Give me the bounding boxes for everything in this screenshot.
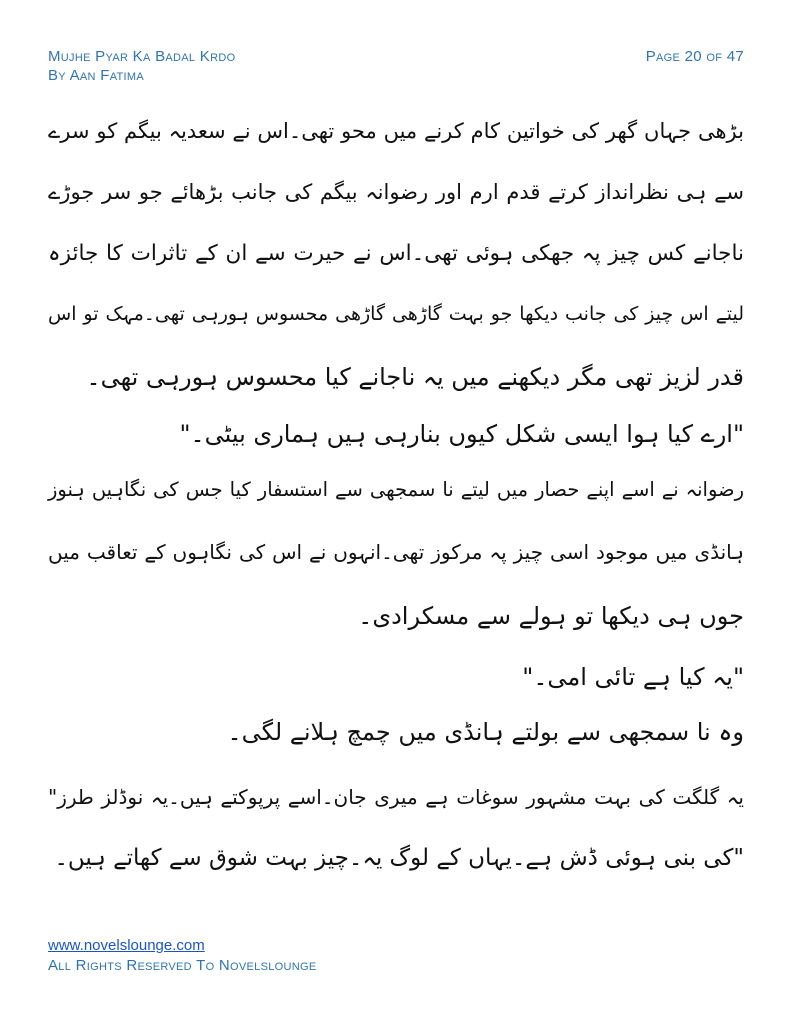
text-line: لیتے اس چیز کی جانب دیکھا جو بہت گاڑھی گاڑھی محسوس ہورہی تھی۔مہک تو اس [48, 303, 744, 325]
text-line: سے ہی نظرانداز کرتے قدم ارم اور رضوانہ بیگم کی جانب بڑھائے جو سر جوڑے [48, 180, 744, 204]
page-number: Page 20 of 47 [645, 48, 744, 65]
text-line: جوں ہی دیکھا تو ہولے سے مسکرادی۔ [358, 602, 744, 630]
novel-text [48, 0, 744, 1024]
text-line: رضوانہ نے اسے اپنے حصار میں لیتے نا سمجھی سے استسفار کیا جس کی نگاہیں ہنوز [48, 478, 744, 501]
text-line: "ارے کیا ہوا ایسی شکل کیوں بنارہی ہیں ہماری بیٹی۔" [179, 420, 744, 448]
document-title: Mujhe Pyar Ka Badal Krdo [48, 48, 236, 65]
text-line: "یہ کیا ہے تائی امی۔" [522, 663, 744, 691]
website-link[interactable]: www.novelslounge.com [48, 937, 205, 954]
text-line: یہ گلگت کی بہت مشہور سوغات ہے میری جان۔اسے پرپوکتے ہیں۔یہ نوڈلز طرز" [48, 785, 744, 809]
copyright-notice: All Rights Reserved To Novelslounge [48, 957, 317, 974]
text-line: وہ نا سمجھی سے بولتے ہانڈی میں چمچ ہلانے لگی۔ [227, 718, 744, 746]
text-line: بڑھی جہاں گھر کی خواتین کام کرنے میں محو تھی۔اس نے سعدیہ بیگم کو سرے [48, 119, 744, 143]
text-line: ناجانے کس چیز پہ جھکی ہوئی تھی۔اس نے حیرت سے ان کے تاثرات کا جائزہ [48, 241, 744, 266]
text-line: ہانڈی میں موجود اسی چیز پہ مرکوز تھی۔انہوں نے اس کی نگاہوں کے تعاقب میں [48, 540, 744, 564]
text-line: قدر لزیز تھی مگر دیکھنے میں یہ ناجانے کیا محسوس ہورہی تھی۔ [86, 363, 744, 391]
text-line: "کی بنی ہوئی ڈش ہے۔یہاں کے لوگ یہ۔چیز بہت شوق سے کھاتے ہیں۔ [54, 845, 744, 871]
author-name: By Aan Fatima [48, 67, 144, 84]
